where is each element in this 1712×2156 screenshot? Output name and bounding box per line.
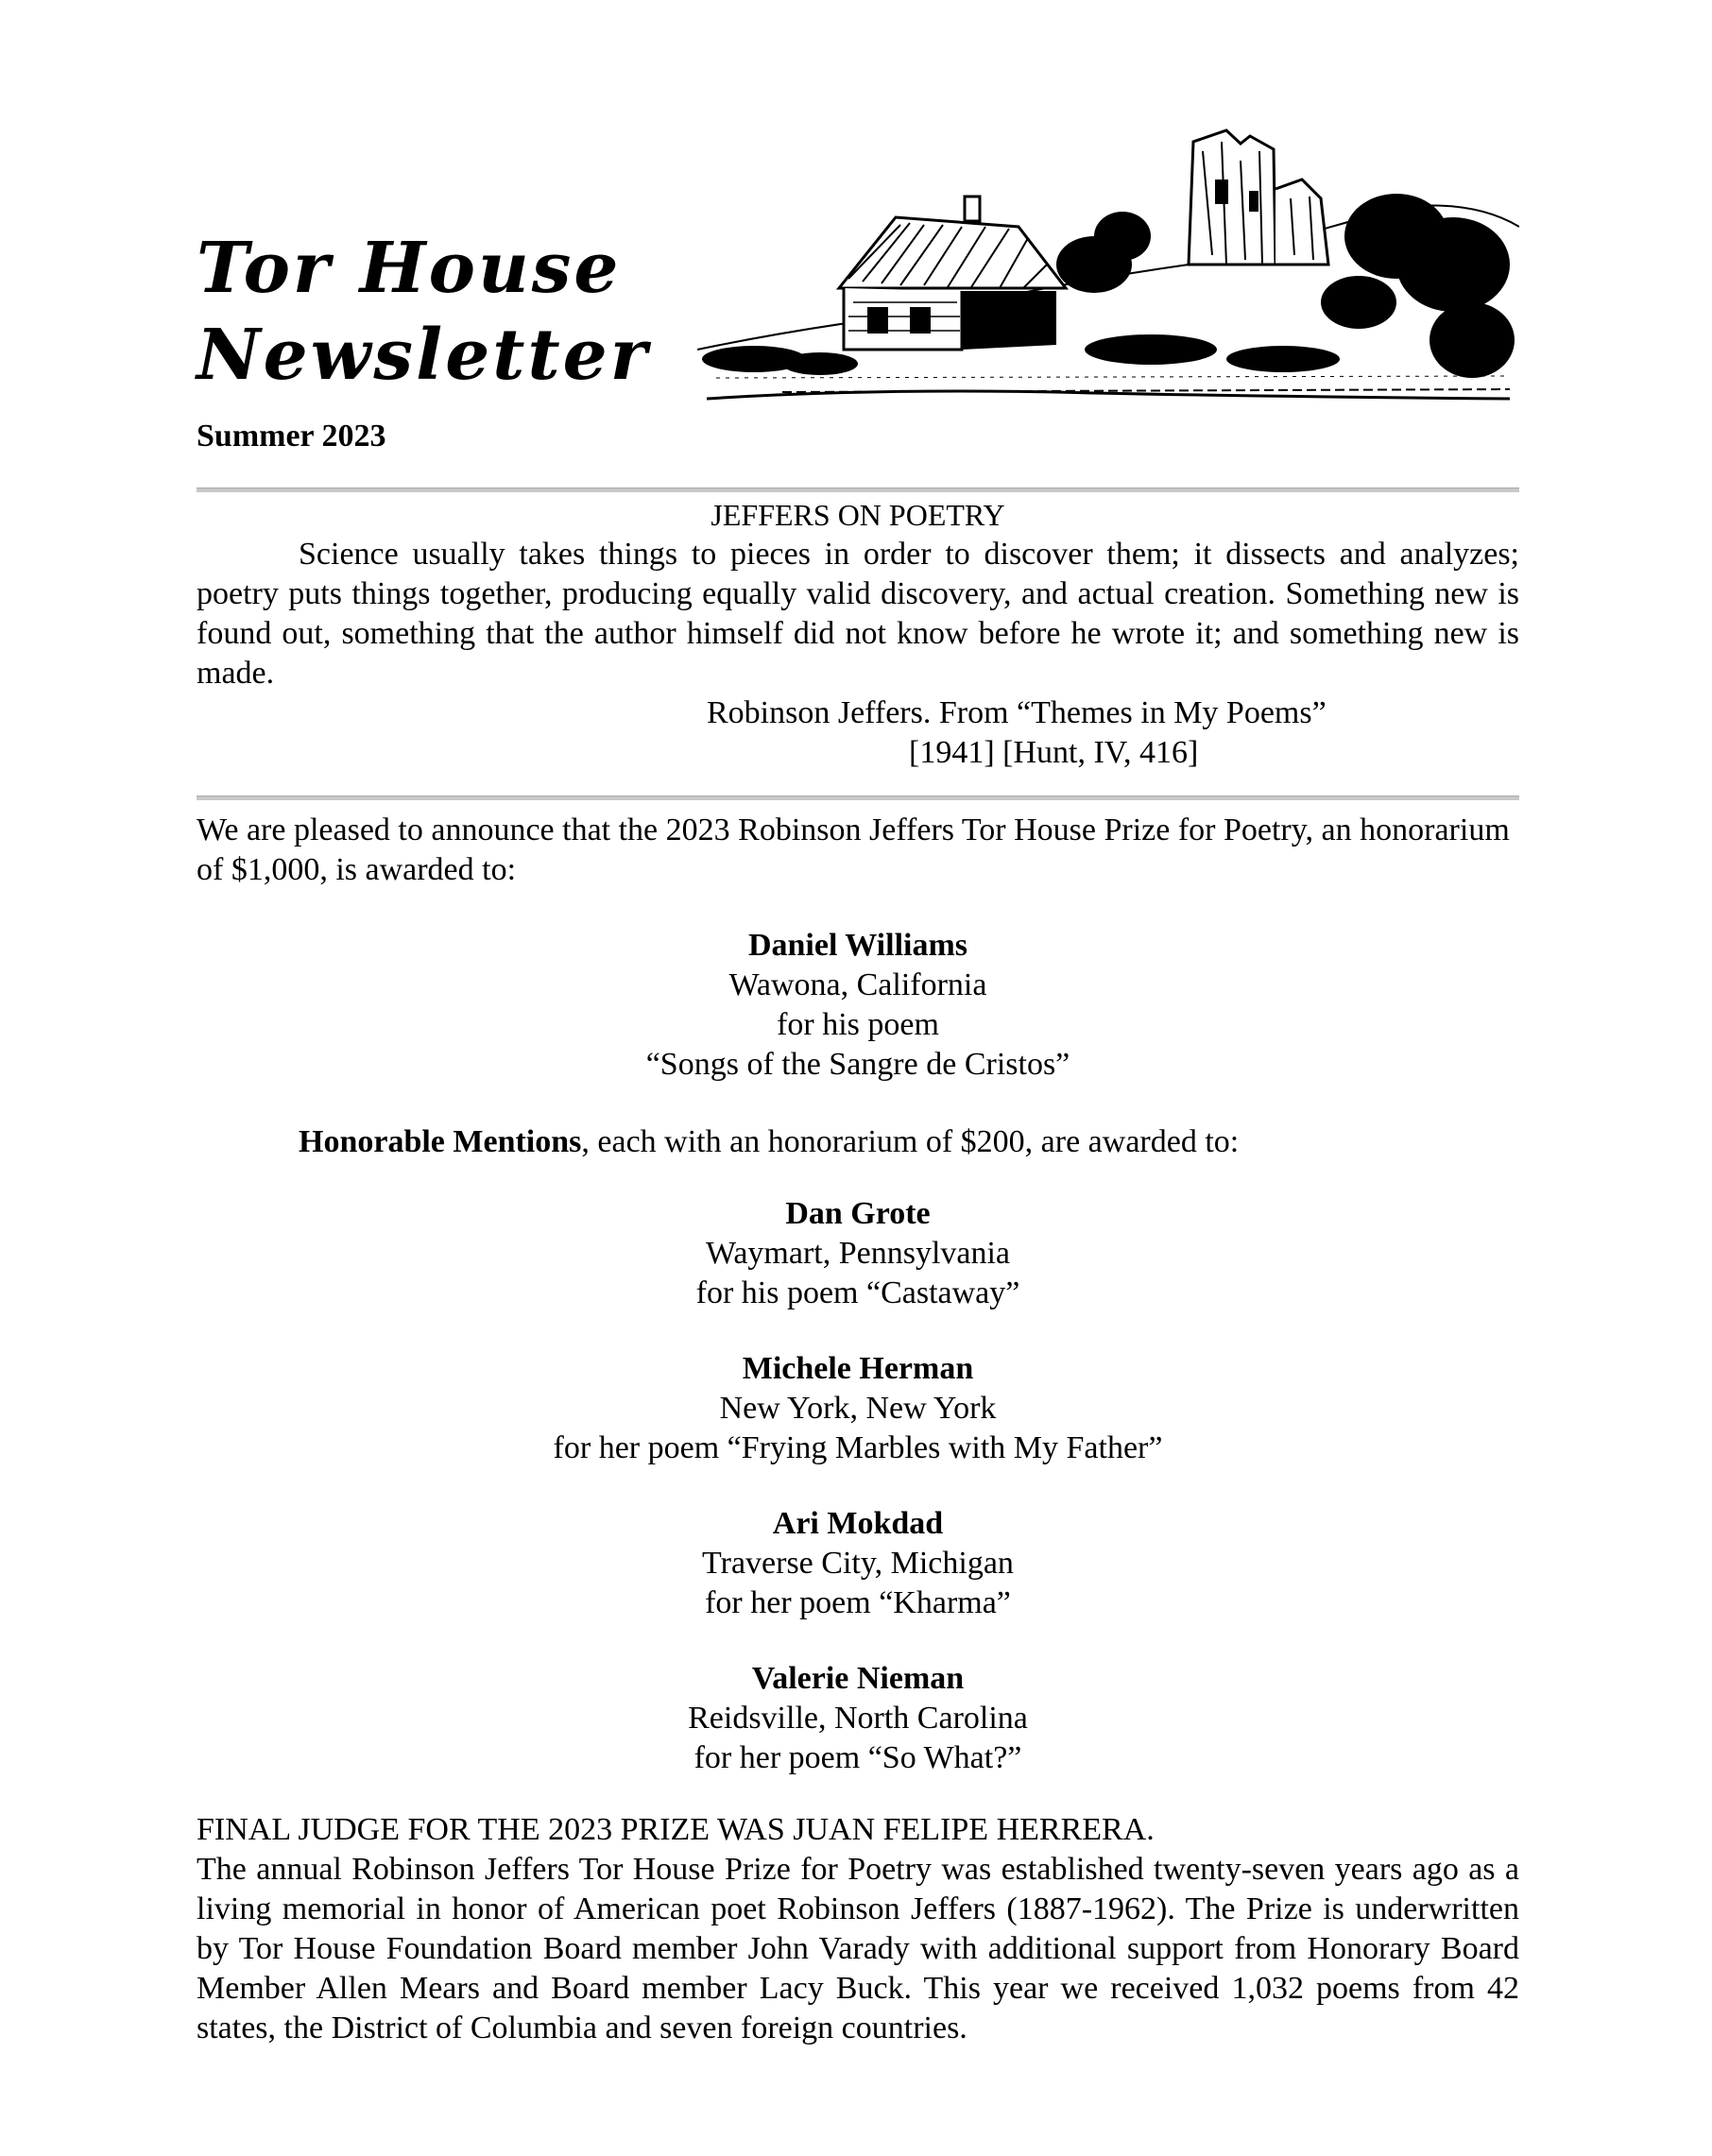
mention-location: New York, New York bbox=[719, 1391, 997, 1426]
honorable-mentions-list bbox=[197, 1194, 1519, 1814]
winner-name: Daniel Williams bbox=[747, 928, 968, 963]
honorable-mentions-intro bbox=[299, 1122, 1239, 1162]
winner-poem-line: for his poem bbox=[777, 1007, 939, 1042]
honorable-mention bbox=[197, 1194, 1519, 1313]
hawk-tower bbox=[1189, 130, 1328, 265]
masthead bbox=[197, 0, 1519, 453]
mention-name: Michele Herman bbox=[742, 1351, 974, 1386]
quote-attribution: Robinson Jeffers. From “Themes in My Poems” bbox=[707, 695, 1327, 730]
honorable-mentions-text: , each with an honorarium of $200, are awarded to: bbox=[581, 1124, 1240, 1159]
prize-announcement: We are pleased to announce that the 2023 Robinson Jeffers Tor House Prize for Poetry, an honorarium of $1,000, is awarded to: bbox=[197, 813, 1510, 887]
section-divider bbox=[197, 488, 1519, 492]
quote-citation: [1941] [Hunt, IV, 416] bbox=[909, 735, 1199, 770]
issue-date: Summer 2023 bbox=[197, 419, 386, 453]
newsletter-title bbox=[197, 225, 650, 399]
winner-poem-title: “Songs of the Sangre de Cristos” bbox=[645, 1047, 1070, 1082]
mention-poem: for her poem “Kharma” bbox=[705, 1585, 1011, 1620]
title-line-2: Newsletter bbox=[197, 315, 650, 396]
honorable-mentions-label: Honorable Mentions bbox=[299, 1124, 582, 1159]
honorable-mention bbox=[197, 1349, 1519, 1468]
mention-name: Ari Mokdad bbox=[772, 1506, 944, 1541]
mention-poem: for her poem “So What?” bbox=[693, 1740, 1022, 1775]
section-heading: JEFFERS ON POETRY bbox=[710, 498, 1005, 532]
poetry-quote: Science usually takes things to pieces in order to discover them; it dissects and analyzes; poetry puts things together, producing equally valid discovery, and actual creation. Something new is found out, something that the author himself did not know before he wrote it; and something new is made. bbox=[197, 537, 1519, 691]
stone-cottage bbox=[839, 197, 1066, 350]
prize-history: The annual Robinson Jeffers Tor House Prize for Poetry was established twenty-seven years ago as a living memorial in honor of American poet Robinson Jeffers (1887-1962). The Prize is underwritten by Tor House Foundation Board member John Varady with additional support from Honorary Board Member Allen Mears and Board member Lacy Buck. This year we received 1,032 poems from 42 states, the District of Columbia and seven foreign countries. bbox=[197, 1852, 1519, 2045]
section-divider bbox=[197, 796, 1519, 800]
final-judge: FINAL JUDGE FOR THE 2023 PRIZE WAS JUAN FELIPE HERRERA. bbox=[197, 1812, 1155, 1847]
mention-location: Traverse City, Michigan bbox=[702, 1546, 1014, 1581]
mention-name: Valerie Nieman bbox=[751, 1661, 965, 1696]
mention-location: Reidsville, North Carolina bbox=[688, 1701, 1028, 1736]
mention-name: Dan Grote bbox=[785, 1196, 931, 1231]
honorable-mention bbox=[197, 1659, 1519, 1778]
winner-location: Wawona, California bbox=[728, 967, 987, 1002]
tor-house-illustration bbox=[697, 123, 1519, 425]
trees-and-shrubs bbox=[702, 194, 1515, 378]
mention-poem: for her poem “Frying Marbles with My Father” bbox=[553, 1430, 1163, 1465]
prize-winner bbox=[197, 926, 1519, 1085]
mention-location: Waymart, Pennsylvania bbox=[705, 1236, 1011, 1271]
title-line-1: Tor House bbox=[197, 228, 622, 309]
mention-poem: for his poem “Castaway” bbox=[695, 1275, 1020, 1310]
honorable-mention bbox=[197, 1504, 1519, 1623]
